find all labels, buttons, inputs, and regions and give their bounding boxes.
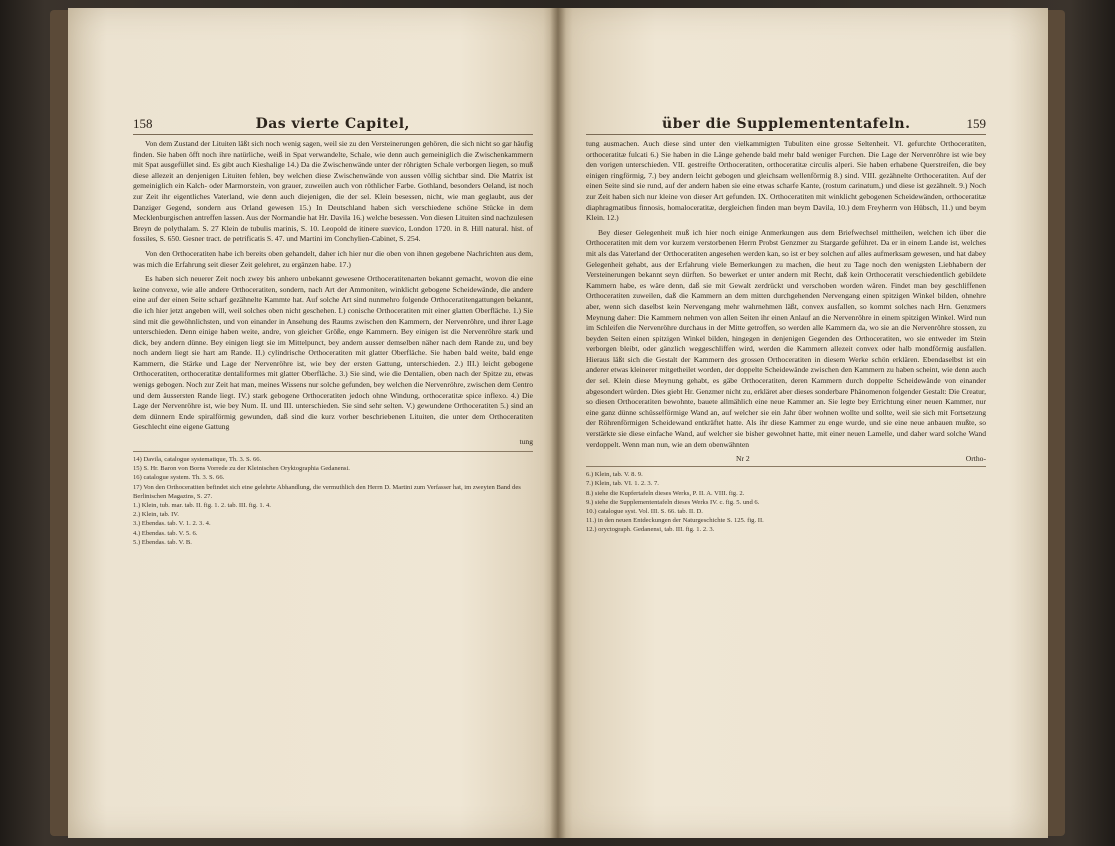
right-running-head <box>586 116 986 135</box>
book-gutter <box>550 8 566 838</box>
right-catchword: Ortho- <box>965 454 986 464</box>
right-footnotes <box>586 466 986 534</box>
right-paragraph: Bey dieser Gelegenheit muß ich hier noch einige Anmerkungen aus dem Briefwechsel mittheilen, welchen ich über die Orthoceratiten mit dem vor kurzem verstorbenen Herrn Probst Genzmer zu Stargarde geführet. Da er in einem Lande ist, welches mit als das Vaterland der Orthoceratiten angesehen werden kan, so ist er bey solchen auf alles aufmerksam gewesen, und hat dabey Gelegenheit gehabt, aus der Erfahrung viele Bemerkungen zu machen, die heut zu Tage noch den wenigsten Liebhabern der Versteinerungen bekannt seyn dürften. So bewerket er unter andern mit Recht, daß kein Orthoceratit verschiedentlich gebildete Kammern habe, es wäre denn, daß sie mit Gewalt zerdrückt und verschoben worden wären. Findet man bey geschliffenen Orthoceratiten zuweilen, daß die Kammern an dem mitten durchgehenden Nervengang einen spitzigen Winkel bilden, ohnehre aber, wenn sich daselbst kein Nervengang mehr wahrnehmen läßt, convex ausfallen, so kommt solches nach Hrn. Genzmers Meynung daher: Die Kammern nehmen von allen Seiten ihr einen Anlauf an die Nervenröhre in einem spitzigen Winkel. Wird nun im Schleifen die Nervenröhre durchaus in der Mitte getroffen, so werden alle Kammern da, wo sie an die Nervenröhre stossen, zu beyden Seiten einen spitzigen Winkel bilden, hingegen in denjenigen Gegenden des Orthoceratiten, wo sie entweder im Stein verborgen bleibt, oder gänzlich weggeschliffen wird, werden die Kammern allezeit convex oder halb mondförmig ausfallen. Hieraus läßt sich die Gestalt der Kammern des grossen Orthoceratiten in diesem Werke schön erklären. Ebendaselbst ist ein anderer etwas kleinerer mitgetheilet worden, der doppelte Scheidewände zwischen den Kammern zu haben scheint, wie denn auch der sel. Klein diese Meynung gehabt, es gäbe Orthoceratiten, deren Kammern durch doppelte Scheidewände von einander abgesondert würden. Dies giebt Hr. Genzmer nicht zu, erkläret aber dieses sonderbare Phänomenon folgender Gestalt: Die Creatur, so diesen Orthoceratiten bewohnte, bauete allmählich eine neue Kammer an. Sie legte bey Errichtung einer neuen Kammer, nur eine ganz dünne schüsselförmige Wand an, auf welcher sie ein Jahr über wohnen wollte und sollte, weil sie sich mit Fortsetzung der Röhrenförmigen Scheidewand entkräftet hatte. Als ihr diese Kammer zu enge wurde, und sie eine neue anbauen mußte, so verstärkte sie diese einfache Wand, auf welcher sie bisher gewohnet hatte, mit einer neuen Lamelle, und daher ward solche Wand verdoppelt. Wenn man nun, wie an dem obenwähnten <box>586 227 986 449</box>
left-page-content <box>133 116 533 547</box>
footnote: 7.) Klein, tab. VI. 1. 2. 3. 7. <box>586 480 659 488</box>
left-paragraph: Von dem Zustand der Lituiten läßt sich noch wenig sagen, weil sie zu den Versteinerungen gehören, die sich nicht so gar häufig finden. Sie haben öfft noch ihre natürliche, weiß in Spat verwandelte, Schale, wie denn auch gemeiniglich die Zwischenkammern mit Spat ausgefüllet sind. Es gibt auch Kieshalige 14.) Da die Zwischenwände unter der röhrigten Schale verborgen liegen, so muß diese allezeit an denjenigen Lituiten fehlen, bey welchen diese Zwischenwände von aussen völlig sichtbar sind. Die Matrix ist gemeiniglich ein Kalch- oder Marmorstein, von grauer, zuweilen auch von röthlicher Farbe. Gothland, besonders Oeland, ist noch zur Zeit ihr eigentliches Vaterland, wie denn auch diejenigen, die der sel. Klein besessen, nicht, wie man geglaubt, aus der Danziger Gegend, sondern aus Orland gewesen 15.) In Deutschland haben sich verschiedene schöne Stücke in dem Mecklenburgischen antreffen lassen. Aus der Normandie hat Hr. Davila 16.) welche besessen. Von diesen Lituiten sind nachzulesen Breyn de polythalam. S. 27 Klein de tubulis marinis, S. 10. Leopold de itinere suevico, London 1720. in 8. Hill natural. hist. of fossiles, S. 650. Gesner tract. de petrificatis S. 47. und Martini im Conchylien-Cabinet, S. 254. <box>133 139 533 244</box>
left-page-number: 158 <box>133 116 153 131</box>
left-page <box>68 8 558 838</box>
footnote: 2.) Klein, tab. IV. <box>133 511 179 519</box>
open-book <box>68 8 1048 838</box>
right-paragraph: tung ausmachen. Auch diese sind unter den vielkammigten Tubuliten eine grosse Seltenheit. VI. gefurchte Orthoceratiten, orthoceratitæ fulcati 6.) Sie haben in die Länge gehende bald mehr bald weniger Furchen. Die Lage der Nervenröhre ist wie bey den vorigen unterschieden. VII. gestreifte Orthoceratiten, orthoceratitæ circulis alperi. Sie haben erhabene Querstreifen, die bey einigen ringförmig, 7.) bey andern leicht gebogen und gleichsam wellenförmig 8.) sind. VIII. gezähnelte Orthoceratiten. Auf der einen Seite sind sie rund, auf der andern haben sie eine etwas scharfe Kante, (rostum carinatum,) und diese ist gezähnelt. 9.) Noch zur Zeit haben sich nur kleine von dieser Art gefunden. IX. Orthoceratiten mit winklicht gebogenen Scheidewänden, orthoceratitæ diaphragmatibus finnosis, homaloceratitæ, dergleichen finden man beym Davila, 10.) dem Freyherrn von Hübsch, 11.) und beym Klein. 12.) <box>586 139 986 223</box>
footnote: 8.) siehe die Kupfertafeln dieses Werks, P. II. A. VIII. fig. 2. <box>586 489 745 497</box>
right-body-text <box>586 139 986 450</box>
left-body-text <box>133 139 533 433</box>
footnote: 3.) Ebendas. tab. V. 1. 2. 3. 4. <box>133 520 211 528</box>
left-running-head <box>133 116 533 135</box>
right-page-content <box>586 116 986 535</box>
left-catchword: tung <box>519 437 533 447</box>
left-paragraph: Es haben sich neuerer Zeit noch zwey bis anhero unbekannt gewesene Orthoceratitenarten bekannt gemacht, wovon die eine keine convexe, wie alle andere Orthoceratiten, sondern, nach Art der Ammoniten, winklicht gebogene Scheidewände, die andere eine auf der einen Seite scharf gezähnelte Kammte hat. Auf solche Art sind nunmehro folgende Orthoceratitengattungen bekannt, die ich hier jetzt angeben will, weil solches oben nicht geschehen. I.) conische Orthoceratiten mit einer glatten Oberfläche. 1.) Sie sind mit die gewöhnlichsten, und von einander in Ansehung des Raums zwischen den Kammern, der Nervenröhre, und ihrer Lage unterschieden. Denn einige haben weite, andre, von gleicher Größe, enge Kammern. Bey einigen ist die Nervenröhre stark und dick, bey andern dünne. Bey einigen liegt sie im Mittelpunct, bey andern ausser demselben näher nach dem Rande zu, und bey noch andern liegt sie hart am Rande. II.) cylindrische Orthoceratiten mit glatter Oberfläche. Sie haben bald weite, bald enge Kammern, die Stärke und Lage der Nervenröhre ist, wie bey der ersten Gattung, unterschieden. 2.) III.) leicht gebogene Orthoceratiten, orthoceratitæ dentaliformes mit glatter Oberfläche. 3.) Sie sind, wie die Dentalien, oben nach der Spitze zu, etwas wenigs gebogen. Noch zur Zeit hat man, meines Wissens nur solche gefunden, bey welchen die Nervenröhre, zwischen dem Centro und dem äussersten Rande liegt. IV.) stark gebogene Orthoceratiten jedoch ohne Windung, orthoceratitæ spice inflexo. 4.) Die Lage der Nervenröhre ist, wie bey Num. II. und III. unterschieden. Sie sind sehr selten. V.) gewundene Orthoceratiten 5.) sind an dem dünnern Ende spiralförmig gewunden, daß sind die kurz vorher beschriebenen Lituiten, die unter dem Orthoceratiten Geschlecht eine eigene Gattung <box>133 274 533 432</box>
footnote: 9.) siehe die Supplemententafeln dieses Werks IV. c. fig. 5. und 6. <box>586 498 760 506</box>
footnote: 4.) Ebendas. tab. V. 5. 6. <box>133 529 198 537</box>
footnote: 1.) Klein, tub. mar. tab. II. fig. 1. 2. tab. III. fig. 1. 4. <box>133 502 271 510</box>
footnote: 14) Davila, catalogue systematique, Th. 3. S. 66. <box>133 456 262 464</box>
footnote: 6.) Klein, tab. V. 8. 9. <box>586 471 643 479</box>
right-page-number: 159 <box>966 116 986 131</box>
signature-mark: Nr 2 <box>736 454 750 464</box>
left-running-title: Das vierte Capitel, <box>255 116 410 132</box>
footnote: 16) catalogue system. Th. 3. S. 66. <box>133 474 225 482</box>
left-footnotes <box>133 451 533 547</box>
footnote: 11.) in den neuen Entdeckungen der Naturgeschichte S. 125. fig. II. <box>586 517 764 525</box>
right-running-title: über die Supplemententafeln. <box>662 116 911 132</box>
left-paragraph: Von den Orthoceratiten habe ich bereits oben gehandelt, daher ich hier nur die oben von ihnen gegebene Nachrichten aus dem, was mich die Erfahrung seit dieser Zeit gelehret, zu ergänzen habe. 17.) <box>133 248 533 269</box>
footnote: 15) S. Hr. Baron von Borns Vorrede zu der Kleinischen Oryktographia Gedanensi. <box>133 465 350 473</box>
footnote: 12.) oryctograph. Gedanensi, tab. III. fig. 1. 2. 3. <box>586 526 715 534</box>
footnote: 10.) catalogue syst. Vol. III. S. 66. tab. II. D. <box>586 508 703 516</box>
footnote: 17) Von den Orthoceratiten befindet sich eine gelehrte Abhandlung, die vermuthlich den Herrn D. Martini zum Verfasser hat, im zweyten Band des Berlinischen Magazins, S. 27. <box>133 483 521 500</box>
right-page <box>558 8 1048 838</box>
footnote: 5.) Ebendas. tab. V. B. <box>133 538 192 546</box>
right-signature-row <box>586 454 986 463</box>
